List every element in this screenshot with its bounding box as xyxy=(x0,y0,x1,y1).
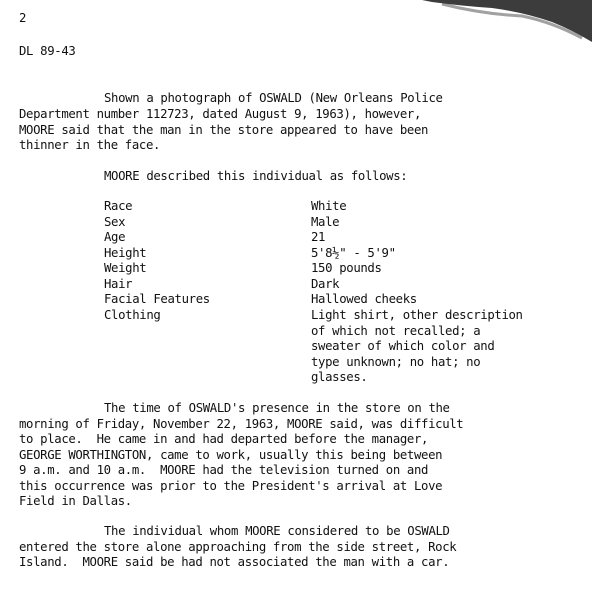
description-label: Hair xyxy=(104,277,133,291)
description-value: 21 xyxy=(311,230,326,244)
description-intro: MOORE described this individual as follows: xyxy=(104,169,408,183)
paragraph-line: Field in Dallas. xyxy=(19,494,132,508)
description-value: Light shirt, other description xyxy=(311,308,523,322)
paragraph-line: this occurrence was prior to the President's arrival at Love xyxy=(19,479,443,493)
paragraph-line: Shown a photograph of OSWALD (New Orleans Police xyxy=(104,91,443,105)
file-number: DL 89-43 xyxy=(19,44,76,58)
description-label: Weight xyxy=(104,261,147,275)
description-value: Dark xyxy=(311,277,340,291)
description-label: Height xyxy=(104,246,147,260)
description-value: 150 pounds xyxy=(311,261,382,275)
paragraph-line: to place. He came in and had departed before the manager, xyxy=(19,432,429,446)
description-value: White xyxy=(311,199,347,213)
description-label: Facial Features xyxy=(104,292,210,306)
description-value: type unknown; no hat; no xyxy=(311,355,481,369)
description-value: Hallowed cheeks xyxy=(311,292,417,306)
scan-smudge xyxy=(422,0,592,42)
description-label: Race xyxy=(104,199,133,213)
paragraph-line: The individual whom MOORE considered to be OSWALD xyxy=(104,524,450,538)
paragraph-line: GEORGE WORTHINGTON, came to work, usually this being between xyxy=(19,448,443,462)
page-number: 2 xyxy=(19,11,27,25)
description-value: glasses. xyxy=(311,370,368,384)
paragraph-line: Department number 112723, dated August 9, 1963), however, xyxy=(19,107,422,121)
description-label: Age xyxy=(104,230,126,244)
paragraph-line: MOORE said that the man in the store appeared to have been xyxy=(19,123,429,137)
paragraph-line: 9 a.m. and 10 a.m. MOORE had the television turned on and xyxy=(19,463,429,477)
description-label: Clothing xyxy=(104,308,161,322)
description-value: Male xyxy=(311,215,340,229)
paragraph-line: Island. MOORE said be had not associated the man with a car. xyxy=(19,555,450,569)
paragraph-line: The time of OSWALD's presence in the store on the xyxy=(104,401,450,415)
paragraph-line: thinner in the face. xyxy=(19,138,161,152)
description-value: 5'8½" - 5'9" xyxy=(311,246,396,260)
paragraph-line: entered the store alone approaching from the side street, Rock xyxy=(19,540,457,554)
description-label: Sex xyxy=(104,215,126,229)
paragraph-line: morning of Friday, November 22, 1963, MOORE said, was difficult xyxy=(19,417,464,431)
description-value: of which not recalled; a xyxy=(311,324,481,338)
description-value: sweater of which color and xyxy=(311,339,495,353)
